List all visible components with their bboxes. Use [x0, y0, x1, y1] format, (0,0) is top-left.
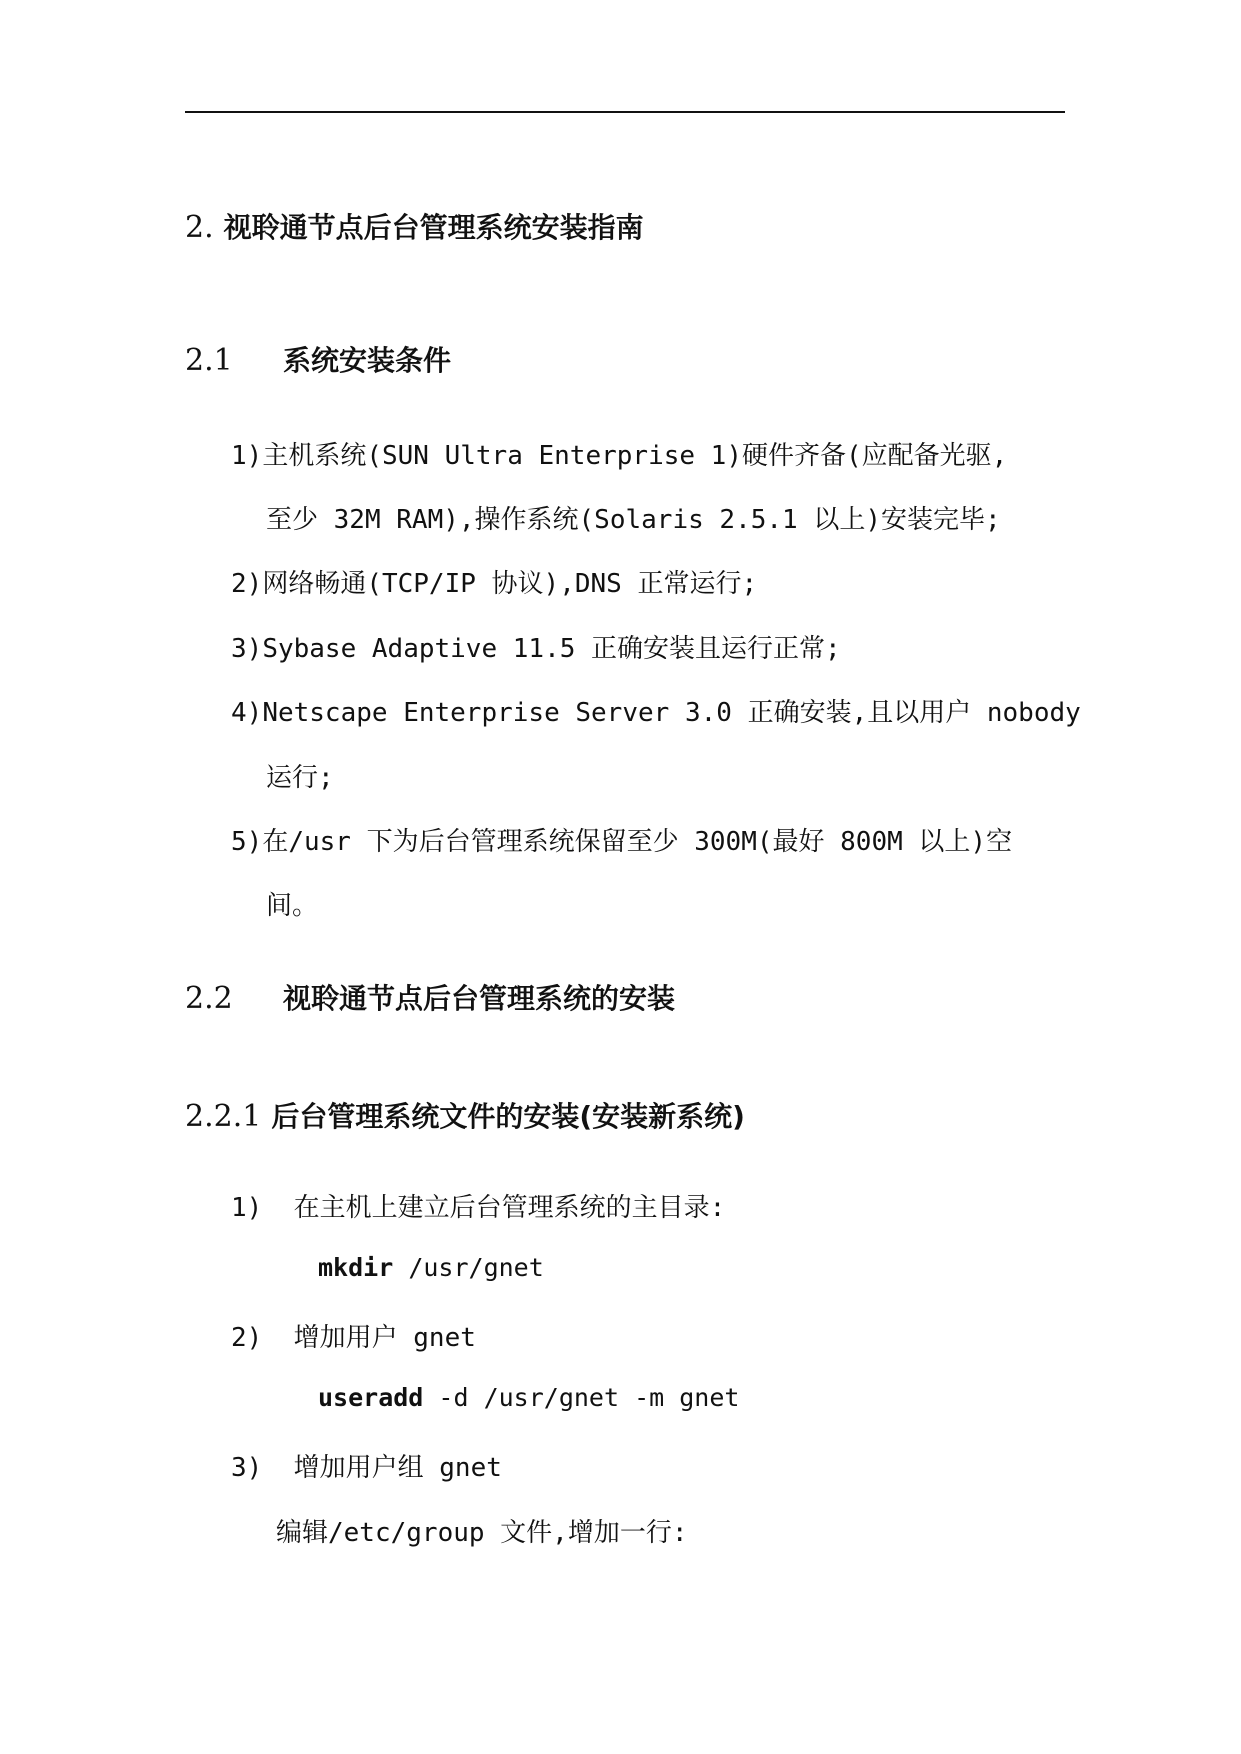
header-rule	[185, 111, 1065, 113]
item-text-continued: 至少 32M RAM),操作系统(Solaris 2.5.1 以上)安装完毕;	[266, 505, 1001, 535]
note-text: 编辑/etc/group 文件,增加一行:	[276, 1518, 688, 1548]
subsection-number: 2.1	[185, 343, 233, 378]
step-label: 2)	[231, 1323, 263, 1353]
subsection-number: 2.2	[185, 981, 233, 1016]
subsection-2-1-heading	[185, 339, 451, 379]
requirement-item-4-continued	[266, 757, 334, 794]
requirement-item-5	[231, 821, 1012, 858]
command-keyword: mkdir	[318, 1253, 394, 1282]
item-text: Netscape Enterprise Server 3.0 正确安装,且以用户 nobody	[262, 698, 1081, 728]
item-label: 2)	[231, 569, 263, 599]
subsection-number: 2.2.1	[185, 1099, 262, 1134]
install-step-2	[231, 1317, 476, 1354]
requirement-item-1	[231, 435, 1007, 472]
section-title: 视聆通节点后台管理系统安装指南	[223, 211, 644, 244]
item-text: 在/usr 下为后台管理系统保留至少 300M(最好 800M 以上)空	[262, 827, 1013, 857]
item-text: Sybase Adaptive 11.5 正确安装且运行正常;	[262, 634, 841, 664]
subsection-title: 视聆通节点后台管理系统的安装	[283, 982, 676, 1015]
requirement-item-3	[231, 628, 841, 665]
item-label: 1)	[231, 441, 263, 471]
subsection-title: 后台管理系统文件的安装(安装新系统)	[271, 1100, 745, 1133]
requirement-item-2	[231, 563, 757, 600]
step-text: 增加用户 gnet	[293, 1323, 476, 1353]
section-number: 2.	[185, 210, 214, 245]
section-heading	[185, 206, 644, 246]
subsection-2-2-heading	[185, 977, 675, 1017]
item-text: 网络畅通(TCP/IP 协议),DNS 正常运行;	[262, 569, 758, 599]
command-args: -d /usr/gnet -m gnet	[423, 1383, 740, 1412]
item-label: 3)	[231, 634, 263, 664]
command-mkdir	[318, 1253, 544, 1282]
item-text-continued: 运行;	[266, 763, 334, 793]
command-useradd	[318, 1383, 739, 1412]
subsection-title: 系统安装条件	[283, 344, 452, 377]
requirement-item-4	[231, 692, 1081, 729]
install-step-1	[231, 1187, 725, 1224]
item-label: 5)	[231, 827, 263, 857]
item-label: 4)	[231, 698, 263, 728]
step-text: 在主机上建立后台管理系统的主目录:	[293, 1193, 726, 1223]
item-text: 主机系统(SUN Ultra Enterprise 1)硬件齐备(应配备光驱,	[262, 441, 1008, 471]
command-keyword: useradd	[318, 1383, 424, 1412]
command-args: /usr/gnet	[393, 1253, 544, 1282]
item-text-continued: 间。	[266, 891, 319, 921]
requirement-item-1-continued	[266, 499, 1001, 536]
subsection-2-2-1-heading	[185, 1095, 745, 1135]
step-label: 1)	[231, 1193, 263, 1223]
step-text: 增加用户组 gnet	[293, 1453, 502, 1483]
step-label: 3)	[231, 1453, 263, 1483]
requirement-item-5-continued	[266, 885, 318, 922]
edit-group-note	[276, 1512, 688, 1549]
install-step-3	[231, 1447, 502, 1484]
